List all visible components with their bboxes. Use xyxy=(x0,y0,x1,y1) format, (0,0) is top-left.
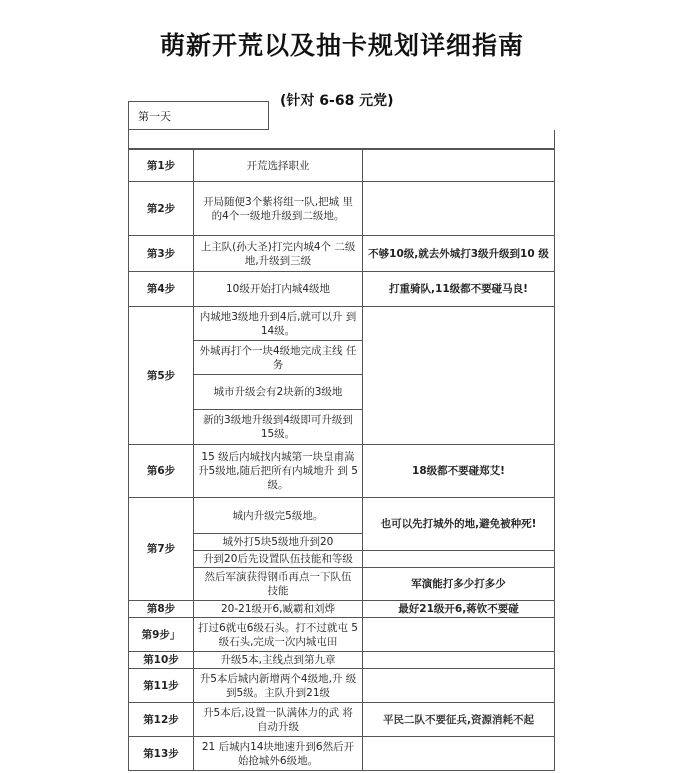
day-label: 第一天 xyxy=(128,101,269,130)
action-cell: 21 后城内14块地速升到6然后开 始抢城外6级地。 xyxy=(194,737,363,771)
action-cell: 城外打5块5级地升到20 xyxy=(194,534,363,551)
step-cell: 第2步 xyxy=(129,182,194,236)
table-row xyxy=(129,618,555,652)
action-cell: 开荒选择职业 xyxy=(194,150,363,182)
action-cell: 城内升级完5级地。 xyxy=(194,498,363,534)
action-cell: 15 级后内城找内城第一块皇甫嵩 升5级地,随后把所有内城地升 到 5级。 xyxy=(194,445,363,498)
note-cell xyxy=(363,182,555,236)
note-cell xyxy=(363,307,555,445)
action-cell: 升5本后,设置一队满体力的武 将 自动升级 xyxy=(194,703,363,737)
step-cell: 第8步 xyxy=(129,601,194,618)
note-cell: 军演能打多少打多少 xyxy=(363,568,555,601)
table-row xyxy=(129,182,555,236)
step-cell: 第6步 xyxy=(129,445,194,498)
action-cell: 开局随便3个紫将组一队,把城 里的4个一级地升级到二级地。 xyxy=(194,182,363,236)
step-cell: 第13步 xyxy=(129,737,194,771)
table-row xyxy=(129,703,555,737)
action-cell: 外城再打个一块4级地完成主线 任务 xyxy=(194,341,363,375)
note-cell: 打重骑队,11级都不要碰马良! xyxy=(363,272,555,307)
step-cell: 第3步 xyxy=(129,236,194,272)
note-cell xyxy=(363,551,555,568)
guide-table xyxy=(128,149,555,771)
step-cell: 第1步 xyxy=(129,150,194,182)
table-row xyxy=(129,601,555,618)
step-cell: 第11步 xyxy=(129,669,194,703)
action-cell: 内城地3级地升到4后,就可以升 到14级。 xyxy=(194,307,363,341)
step-cell: 第5步 xyxy=(129,307,194,445)
table-row xyxy=(129,236,555,272)
table-row xyxy=(129,272,555,307)
note-cell: 也可以先打城外的地,避免被种死! xyxy=(363,498,555,551)
note-cell xyxy=(363,669,555,703)
action-cell: 城市升级会有2块新的3级地 xyxy=(194,375,363,410)
table-row xyxy=(129,737,555,771)
step-cell: 第12步 xyxy=(129,703,194,737)
document-title: 萌新开荒以及抽卡规划详细指南 xyxy=(159,31,524,60)
table-row xyxy=(129,669,555,703)
note-cell xyxy=(363,737,555,771)
action-cell: 升5本后城内新增两个4级地,升 级到5级。主队升到21级 xyxy=(194,669,363,703)
table-row xyxy=(129,150,555,182)
action-cell: 然后军演获得钢币再点一下队伍 技能 xyxy=(194,568,363,601)
action-cell: 上主队(孙大圣)打完内城4个 二级地,升级到三级 xyxy=(194,236,363,272)
step-cell: 第10步 xyxy=(129,652,194,669)
action-cell: 升级5本,主线点到第九章 xyxy=(194,652,363,669)
table-row xyxy=(129,445,555,498)
action-cell: 新的3级地升级到4级即可升级到 15级。 xyxy=(194,410,363,445)
note-cell xyxy=(363,150,555,182)
empty-header-row xyxy=(128,130,555,149)
action-cell: 10级开始打内城4级地 xyxy=(194,272,363,307)
note-cell: 18级都不要碰郑艾! xyxy=(363,445,555,498)
note-cell: 不够10级,就去外城打3级升级到10 级 xyxy=(363,236,555,272)
step-cell: 第9步」 xyxy=(129,618,194,652)
note-cell: 最好21级开6,蒋钦不要碰 xyxy=(363,601,555,618)
action-cell: 20-21级开6,臧霸和刘烨 xyxy=(194,601,363,618)
table-row xyxy=(129,307,555,341)
step-cell: 第7步 xyxy=(129,498,194,601)
step-cell: 第4步 xyxy=(129,272,194,307)
document-subtitle: (针对 6-68 元党) xyxy=(280,93,394,109)
note-cell xyxy=(363,652,555,669)
table-row xyxy=(129,652,555,669)
note-cell xyxy=(363,618,555,652)
action-cell: 升到20后先设置队伍技能和等级 xyxy=(194,551,363,568)
table-row xyxy=(129,498,555,534)
note-cell: 平民二队不要征兵,资源消耗不起 xyxy=(363,703,555,737)
action-cell: 打过6就屯6级石头。打不过就屯 5 级石头,完成一次内城屯田 xyxy=(194,618,363,652)
